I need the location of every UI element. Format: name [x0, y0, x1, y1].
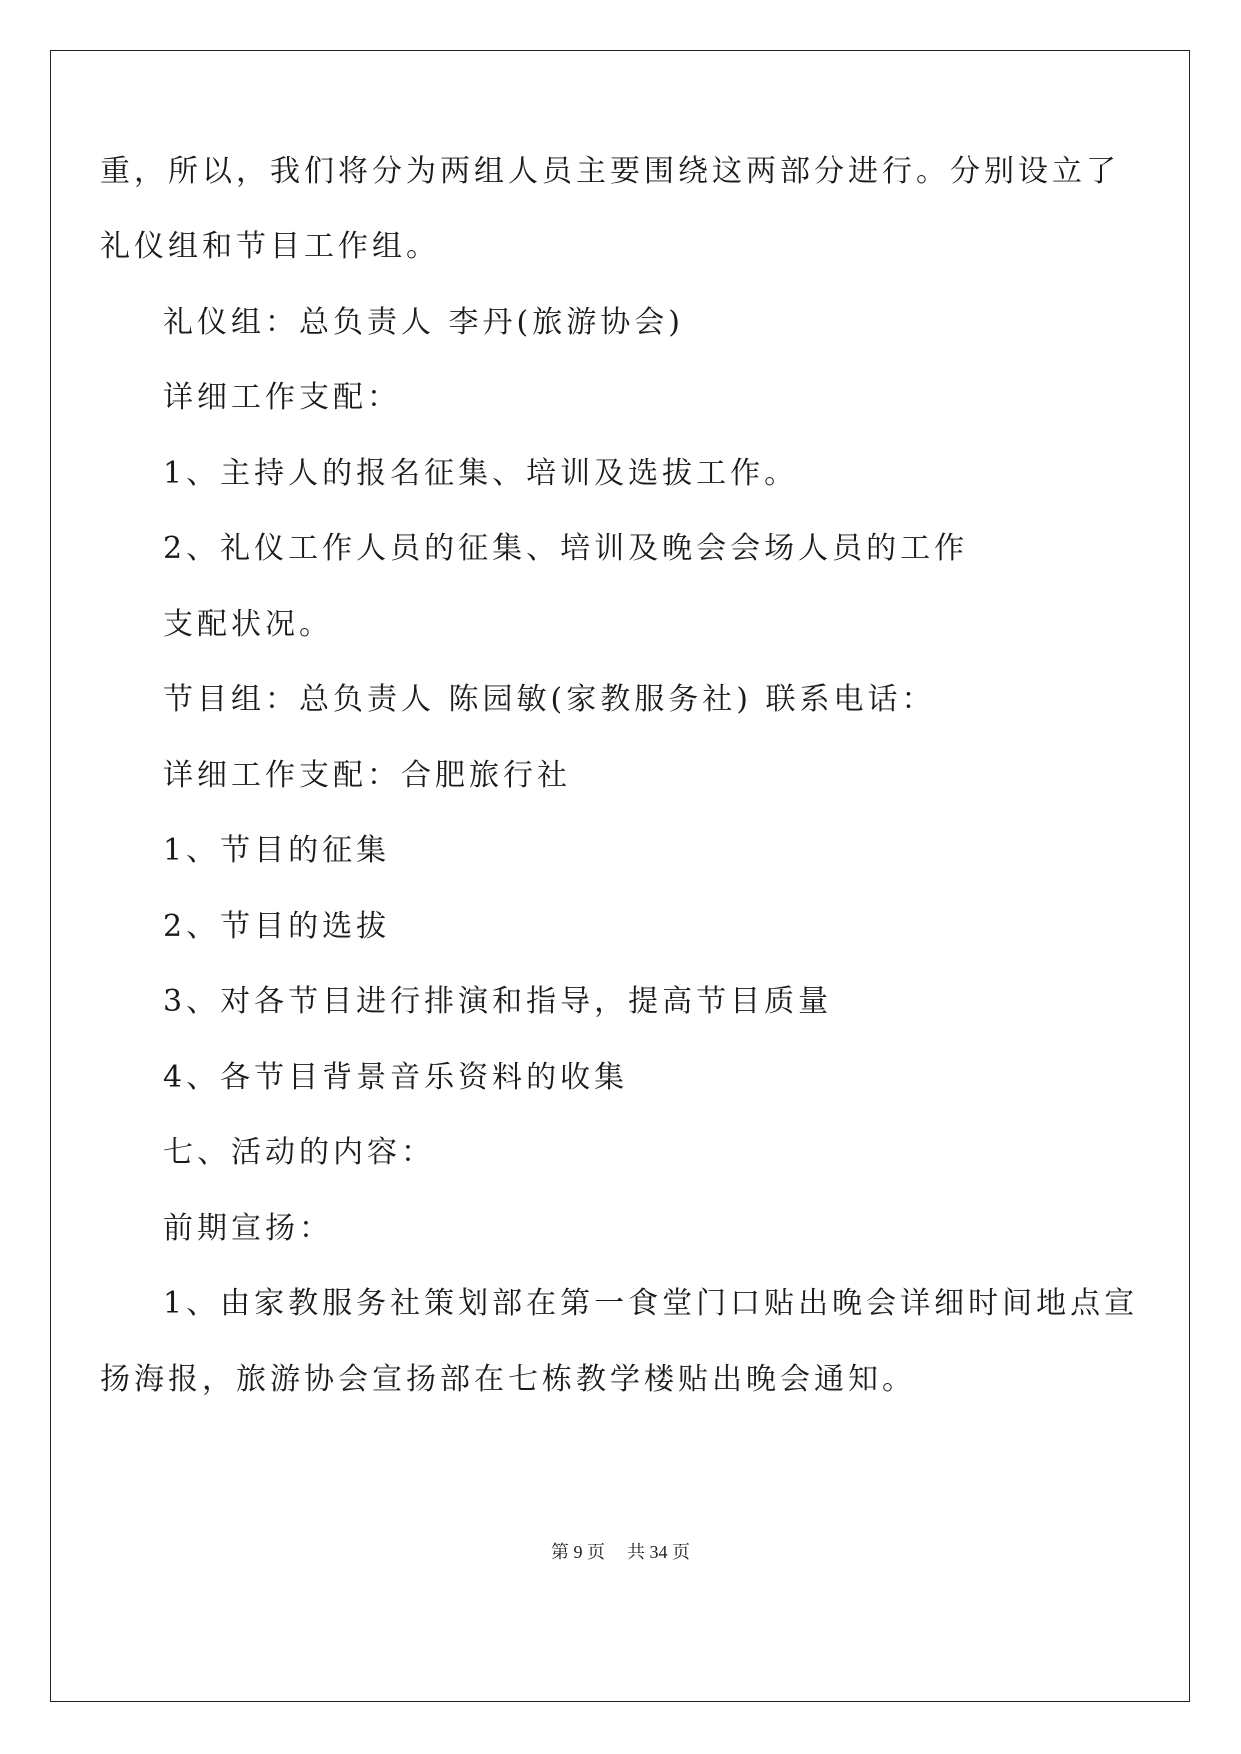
paragraph-line: 1、由家教服务社策划部在第一食堂门口贴出晚会详细时间地点宣 [163, 1286, 1139, 1321]
paragraph-line: 支配状况。 [163, 607, 333, 642]
section-heading: 七、活动的内容： [163, 1135, 435, 1170]
page-total: 共 34 页 [627, 1542, 690, 1562]
paragraph-line: 3、对各节目进行排演和指导，提高节目质量 [163, 984, 833, 1019]
page-border [50, 50, 1190, 1702]
paragraph-line: 2、节目的选拔 [163, 909, 391, 944]
paragraph-line: 4、各节目背景音乐资料的收集 [163, 1060, 629, 1095]
paragraph-line: 前期宣扬： [163, 1211, 333, 1246]
paragraph-line: 详细工作支配：合肥旅行社 [163, 758, 571, 793]
paragraph-line: 礼仪组和节目工作组。 [100, 229, 440, 264]
paragraph-line: 重，所以，我们将分为两组人员主要围绕这两部分进行。分别设立了 [100, 154, 1120, 189]
paragraph-line: 节目组：总负责人 陈园敏(家教服务社) 联系电话： [163, 682, 936, 717]
paragraph-line: 礼仪组：总负责人 李丹(旅游协会) [163, 305, 684, 340]
paragraph-line: 扬海报，旅游协会宣扬部在七栋教学楼贴出晚会通知。 [100, 1362, 916, 1397]
page-footer [0, 1538, 1241, 1564]
paragraph-line: 详细工作支配： [163, 380, 401, 415]
paragraph-line: 2、礼仪工作人员的征集、培训及晚会会场人员的工作 [163, 531, 969, 566]
paragraph-line: 1、节目的征集 [163, 833, 391, 868]
paragraph-line: 1、主持人的报名征集、培训及选拔工作。 [163, 456, 799, 491]
page-number: 第 9 页 [551, 1542, 605, 1562]
